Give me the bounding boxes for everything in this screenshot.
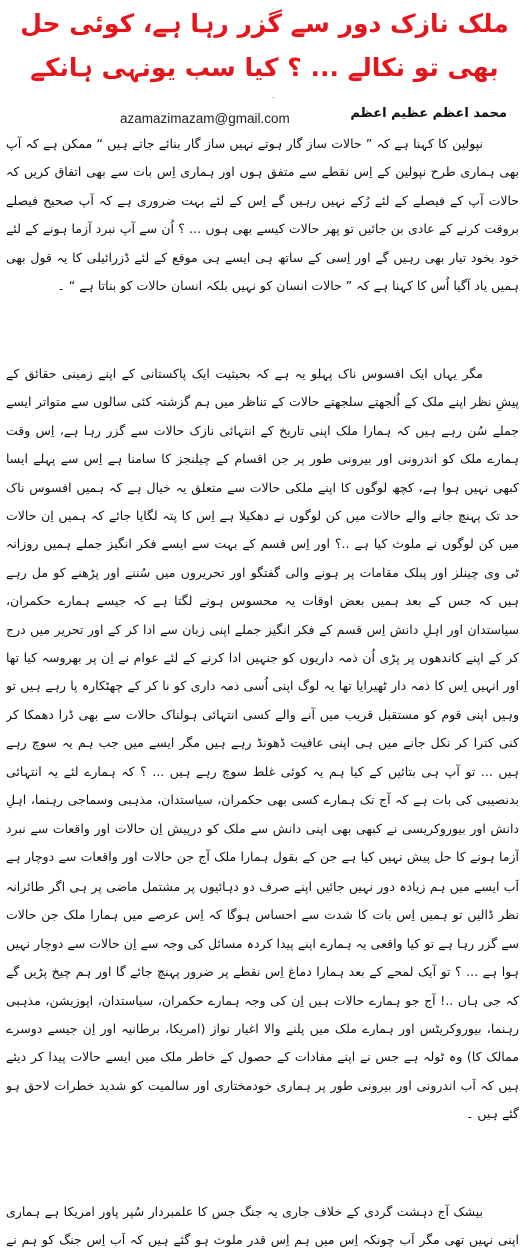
article-paragraph: نپولین کا کہنا ہے کہ ” حالات ساز گار ہوتے نہیں ساز گار بنائے جاتے ہیں “ ممکن ہے کہ آپ بھی ہماری طرح نپولین کے اِس نقطے سے متفق ہوں اور ہماری اِس بات سے بھی اتفاق کریں کہ حالات آپ کے فیصلے کے لئے رُکے نہیں رہیں گے اِس کے لئے بہت ضروری ہے کہ آپ صحیح فیصلے بروقت کرنے کے عادی بن جائیں تو پھر حالات کیسے بھی ہوں ... ؟ اُن سے آپ نبرد آزما ہونے کے لئے خود بخود تیار بھی رہیں گے اور اِسی کے ساتھ ہی ایسے ہی موقع کے لئے ڈزرائیلی کا یہ قول بھی ہمیں یاد آگیا اُس کا کہنا ہے کہ ” حالات انسان کو نہیں بلکہ انسان حالات کو بناتا ہے “ ۔ [6,136,519,294]
author-email: azamazimazam@gmail.com [120,111,290,126]
article-paragraph: اَب ایسے میں ہم زیادہ دور نہیں جائیں اپنے صرف دو دہائیوں پر مشتمل ماضی پر ہی اگر طائرانہ نظر ڈالیں تو ہمیں اِس بات کا شدت سے احساس ہوگا کہ اِس عرصے میں ہمارا ملک جن حالات سے گزر رہا ہے تو کیا واقعی یہ ہمارے اپنے پیدا کردہ مسائل کی وجہ سے اِن حالات سے دوچار نہیں ہوا ہے ... ؟ تو آیک لمحے کے بعد ہمارا دماغ اِس نقطے پر ضرور پہنچ جائے گا اور ہم چیخ پڑیں گے کہ جی ہاں ..! آج جو ہمارے حالات ہیں اِن کی وجہ ہمارے حکمران، سیاستدان، اپوزیشن، مذہبی رہنما، بیوروکریٹس اور ہمارے ملک میں پلنے والا اغیار نواز (امریکا، برطانیہ اور اِن جیسے دوسرے ممالک کا) وہ ٹولہ ہے جس نے اپنے مفادات کے حصول کے خاطر ملک میں ایسے حالات پیدا کر دیئے ہیں کہ اَب اندرونی اور بیرونی طور پر ہماری خودمختاری اور سالمیت کو شدید خطرات لاحق ہو گئے ہیں ۔ [6,879,519,1122]
author-name: محمد اعظم عظیم اعظم [350,106,507,121]
article-paragraph: بیشک آج دہشت گردی کے خلاف جاری یہ جنگ جس کا علمبردار سُپر پاور امریکا ہے ہماری اپنی نہیں تھی مگر اَب چونکہ اِس میں ہم اِس قدر ملوث ہو گئے ہیں کہ اَب اِس جنگ کو ہم نے [6,1204,519,1248]
article-paragraph: مگر یہاں ایک افسوس ناک پہلو یہ ہے کہ بحیثیت ایک پاکستانی کے اپنے زمینی حقائق کے پیشِ نظر اپنے ملک کے اُلجھتے سلجھتے حالات کے تناظر میں ہم گزشتہ کئی سالوں سے متواتر ایسے جملے سُن رہے ہیں کہ ہمارا ملک اپنی تاریخ کے انتہائی نازک حالات سے گزر رہا ہے، اِس وقت ہمارے ملک کو اندرونی اور بیرونی طور پر جن اقسام کے چیلنجز کا سامنا ہے اِس سے پہلے ایسا کبھی نہیں ہوا ہے، کچھ لوگوں کا اپنے ملکی حالات سے متعلق یہ خیال ہے کہ ہمیں افسوس ناک حد تک پہنچ جانے والے حالات میں کن لوگوں نے دھکیلا ہے اِس کا پتہ لگایا جائے کہ ہمیں اِن حالات میں کن لوگوں نے ملوث کیا ہے ..؟ اور اِس قسم کے بہت سے ایسے فکر انگیز جملے ہمیں روزانہ ٹی وی چینلز اور پبلک مقامات پر ہونے والی گفتگو اور تحریروں میں سُننے اور پڑھنے کو مل رہے ہیں کہ جس کے بعد ہمیں بعض اوقات یہ محسوس ہونے لگتا ہے کہ جیسے ہمارے حکمران، سیاستدان اور اہلِ دانش اِس قسم کے فکر انگیز جملے اپنی زبان سے ادا کر کے اور تحریر میں درج کر کے اپنے کاندھوں پر پڑی اُن ذمہ داریوں کو جنہیں ادا کرنے کے لئے عوام نے اِن پر بھروسہ کیا تھا اور انہیں اِس کا ذمہ دار ٹھیرایا تھا یہ لوگ اپنی اُسی ذمہ داری کو نا کر کے چھٹکارہ پا رہے ہیں تو وہیں اپنی قوم کو مستقبل قریب میں آنے والے کسی انتہائی ہولناک حالات سے بھی ڈرا دھمکا کر کنی کترا کر نکل جانے میں ہی اپنی عافیت ڈھونڈ رہے ہیں مگر ایسے میں جب ہم یہ سوچ رہے ہیں ... تو آپ ہی بتائیں کے کیا ہم یہ کوئی غلط سوچ رہے ہیں ... ؟ کہ ہمارے لئے یہ انتہائی بدنصیبی کی بات ہے کہ آج تک ہمارے کسی بھی حکمران، سیاستدان، مذہبی وسماجی رہنما، اہلِ دانش اور بیوروکریسی نے کبھی بھی اپنی دانش سے ملک کو درپیش اِن حالات اور واقعات سے نبرد آزما ہونے کا حل پیش نہیں کیا ہے جن کے بقول ہمارا ملک آج جن حالات اور واقعات سے دوچار ہے [6,366,519,864]
article-headline: ملک نازک دور سے گزر رہا ہے، کوئی حل بھی تو نکالے ... ؟ کیا سب یونہی ہانکے [20,9,509,82]
